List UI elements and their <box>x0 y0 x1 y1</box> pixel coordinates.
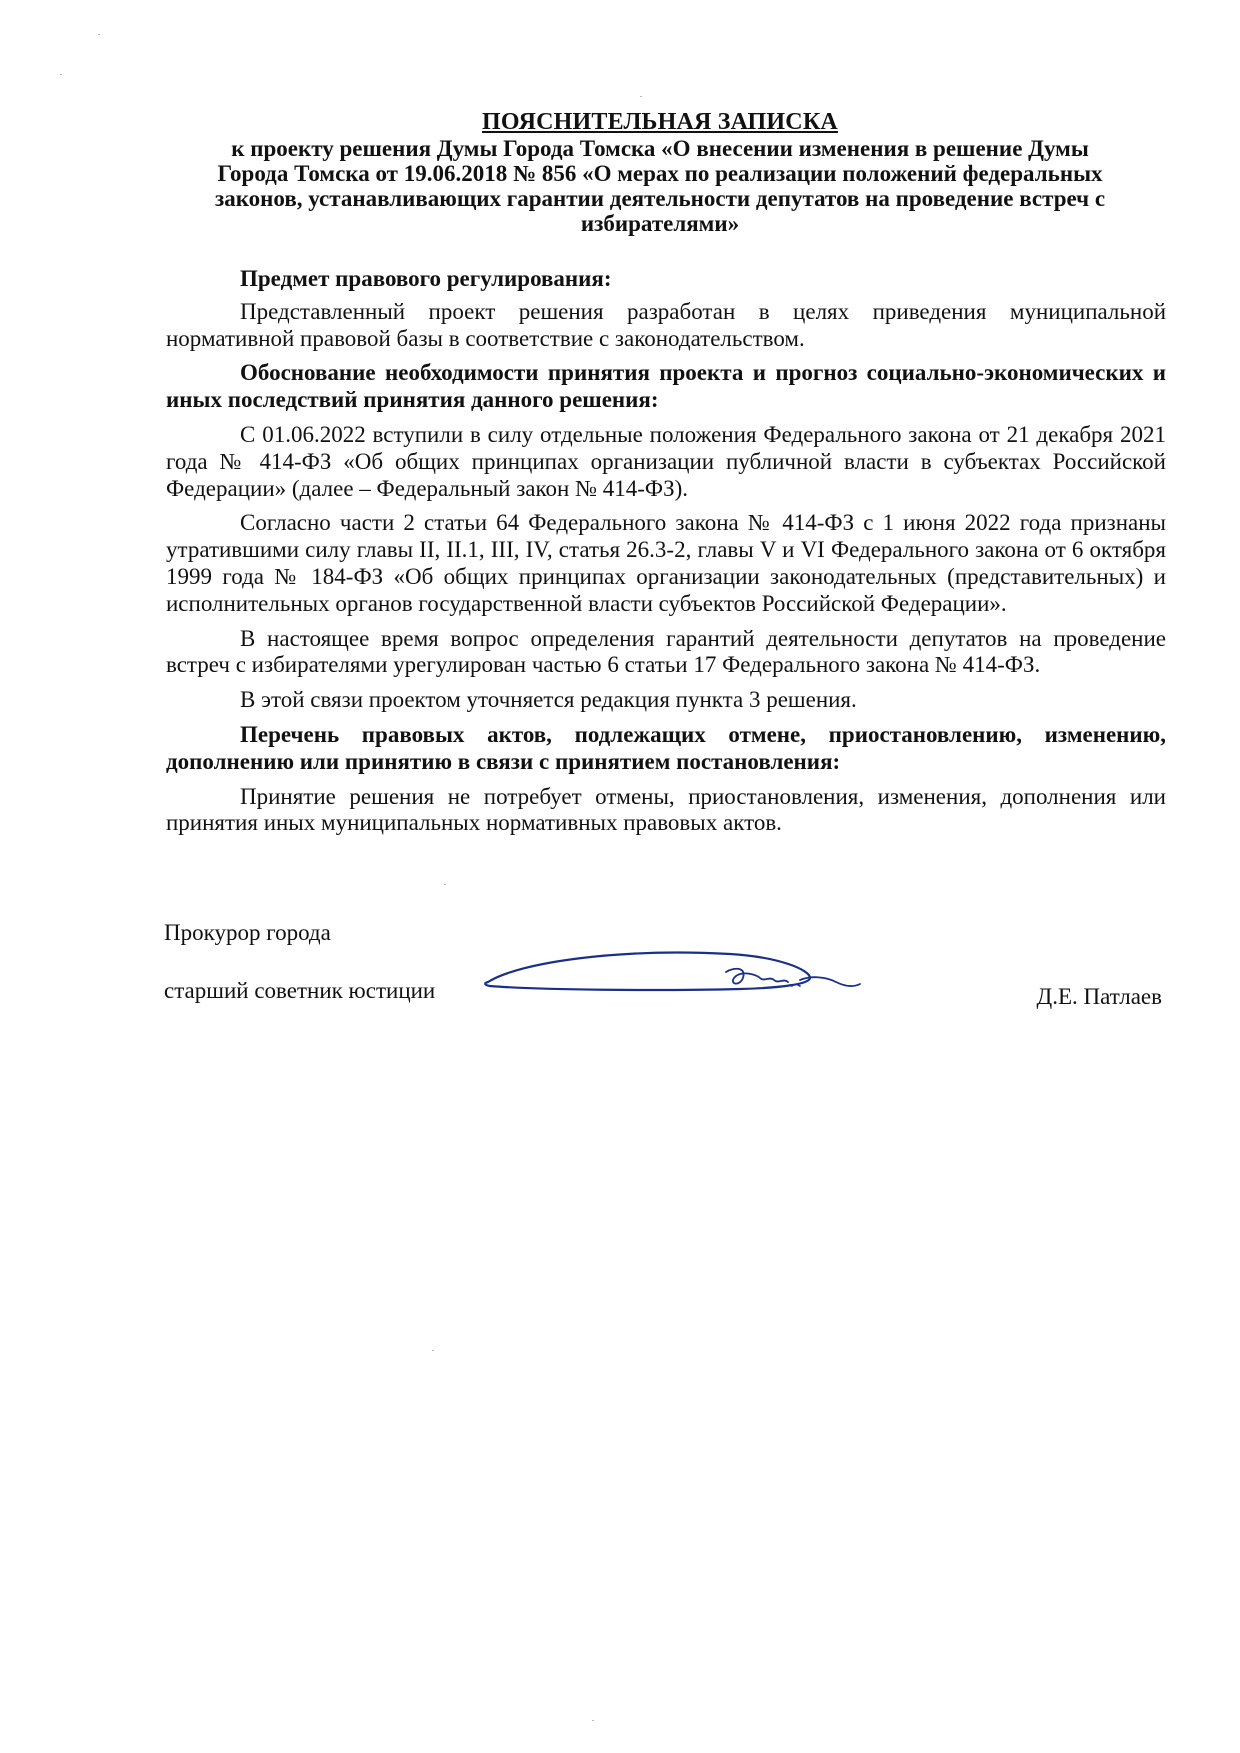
paragraph: Принятие решения не потребует отмены, приостановления, изменения, дополнения или принятия иных муниципальных нормативных правовых актов. <box>166 783 1166 836</box>
scan-speck <box>640 96 642 97</box>
scan-speck <box>432 1350 434 1351</box>
section-heading-justification: Обоснование необходимости принятия проекта и прогноз социально-экономических и иных последствий принятия данного решения: <box>166 360 1166 413</box>
document-title: ПОЯСНИТЕЛЬНАЯ ЗАПИСКА <box>482 109 838 135</box>
section-heading-subject: Предмет правового регулирования: <box>240 266 612 291</box>
section-heading-legal-acts: Перечень правовых актов, подлежащих отмене, приостановлению, изменению, дополнению или принятию в связи с принятием постановления: <box>166 721 1166 774</box>
signer-position-line2: старший советник юстиции <box>164 978 436 1003</box>
subtitle-line: избирателями» <box>580 211 740 236</box>
subtitle-line: Города Томска от 19.06.2018 № 856 «О мерах по реализации положений федеральных <box>217 161 1103 186</box>
subtitle-line: законов, устанавливающих гарантии деятельности депутатов на проведение встреч с <box>214 186 1106 211</box>
signer-position-line1: Прокурор города <box>164 920 331 945</box>
scan-speck <box>592 1720 594 1721</box>
document-subtitle <box>160 136 1160 236</box>
paragraph: С 01.06.2022 вступили в силу отдельные положения Федерального закона от 21 декабря 2021 года № 414-ФЗ «Об общих принципах организации публичной власти в субъектах Российской Федерации» (далее – Федеральный закон № 414-ФЗ). <box>166 421 1166 501</box>
signer-name: Д.Е. Патлаев <box>1036 984 1162 1009</box>
scan-speck <box>98 34 100 35</box>
paragraph: В этой связи проектом уточняется редакция пункта 3 решения. <box>240 687 857 713</box>
scan-speck <box>60 74 62 75</box>
scan-speck <box>444 884 446 885</box>
handwritten-signature <box>480 940 900 1010</box>
paragraph: Представленный проект решения разработан в целях приведения муниципальной нормативной правовой базы в соответствие с законодательством. <box>166 298 1166 351</box>
paragraph: В настоящее время вопрос определения гарантий деятельности депутатов на проведение встреч с избирателями урегулирован частью 6 статьи 17 Федерального закона № 414-ФЗ. <box>166 625 1166 678</box>
paragraph: Согласно части 2 статьи 64 Федерального закона № 414-ФЗ с 1 июня 2022 года признаны утратившими силу главы II, II.1, III, IV, статья 26.3-2, главы V и VI Федерального закона от 6 октября 1999 года № 184-ФЗ «Об общих принципах организации законодательных (представительных) и исполнительных органов государственной власти субъектов Российской Федерации». <box>166 510 1166 616</box>
subtitle-line: к проекту решения Думы Города Томска «О внесении изменения в решение Думы <box>231 136 1089 161</box>
document-body <box>166 266 1166 845</box>
